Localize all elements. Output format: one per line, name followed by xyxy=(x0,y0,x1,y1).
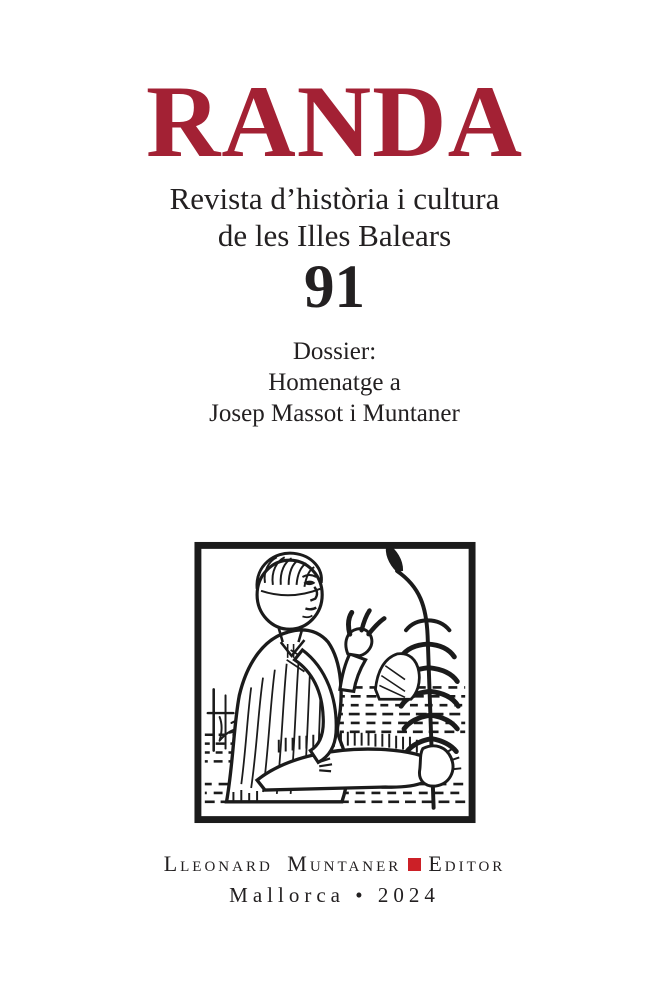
publisher-imprint xyxy=(0,851,669,877)
place-year: Mallorca • 2024 xyxy=(229,883,440,907)
red-square-icon xyxy=(408,858,421,871)
subtitle-line-2: de les Illes Balears xyxy=(217,218,452,253)
publisher-name: Lleonard Muntaner xyxy=(163,851,402,876)
subtitle-line-1: Revista d’història i cultura xyxy=(169,181,500,216)
publisher-role: Editor xyxy=(428,851,506,876)
dossier-label: Dossier: xyxy=(292,338,377,365)
journal-subtitle xyxy=(0,180,669,254)
dossier-block xyxy=(0,336,669,429)
dossier-line-2: Homenatge a xyxy=(268,369,401,396)
issue-number: 91 xyxy=(304,254,365,321)
dossier-line-3: Josep Massot i Muntaner xyxy=(209,400,460,427)
journal-title: RANDA xyxy=(146,65,523,179)
woodcut-illustration xyxy=(192,537,478,828)
